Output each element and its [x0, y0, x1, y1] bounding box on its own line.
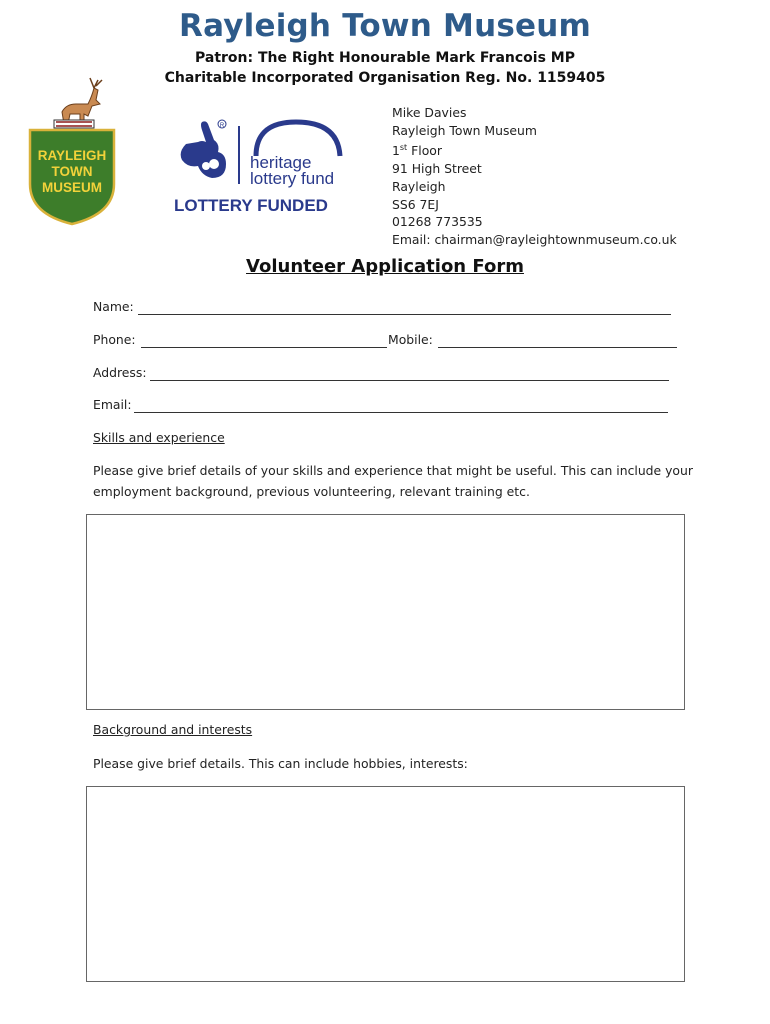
contact-postcode: SS6 7EJ — [392, 196, 439, 212]
name-label: Name: — [93, 299, 134, 314]
charity-reg-line: Charitable Incorporated Organisation Reg. No. 1159405 — [164, 70, 606, 86]
address-label: Address: — [93, 365, 147, 380]
background-heading: Background and interests — [93, 722, 253, 737]
background-textbox[interactable] — [86, 786, 685, 982]
contact-org: Rayleigh Town Museum — [392, 122, 537, 138]
lottery-fund-text: lottery fund — [250, 169, 335, 188]
floor-word: Floor — [407, 143, 442, 159]
skills-heading: Skills and experience — [93, 430, 225, 445]
skills-instructions: Please give brief details of your skills and experience that might be useful. This can include your employment background, previous volunteering, relevant training etc. — [93, 463, 693, 499]
museum-logo — [26, 74, 118, 226]
email-label: Email: — [93, 397, 132, 412]
patron-line: Patron: The Right Honourable Mark Francois MP — [194, 50, 575, 66]
logo-divider — [238, 126, 240, 184]
contact-address — [392, 104, 677, 249]
phone-label: Phone: — [93, 332, 136, 347]
contact-floor — [392, 139, 677, 160]
contact-street: 91 High Street — [392, 161, 482, 177]
logo-text-rayleigh: RAYLEIGH — [37, 148, 107, 163]
museum-title: Rayleigh Town Museum — [179, 8, 591, 44]
background-instructions: Please give brief details. This can include hobbies, interests: — [93, 756, 468, 771]
floor-suffix: st — [399, 143, 408, 153]
lottery-logo — [168, 116, 350, 220]
logo-text-town: TOWN — [51, 164, 93, 179]
mobile-label: Mobile: — [388, 332, 433, 347]
contact-phone: 01268 773535 — [392, 214, 483, 230]
wreath-band — [54, 120, 94, 128]
logo-text-museum: MUSEUM — [42, 180, 102, 195]
arch-icon — [256, 122, 340, 156]
mobile-field[interactable] — [438, 347, 677, 348]
deer-icon — [62, 78, 102, 124]
floor-number: 1 — [392, 143, 400, 159]
contact-town: Rayleigh — [392, 178, 446, 194]
address-field[interactable] — [150, 380, 669, 381]
lottery-funded-text: LOTTERY FUNDED — [174, 196, 328, 215]
name-field[interactable] — [138, 314, 671, 315]
phone-field[interactable] — [141, 347, 387, 348]
form-title: Volunteer Application Form — [246, 256, 524, 277]
contact-email: Email: chairman@rayleightownmuseum.co.uk — [392, 232, 677, 248]
heritage-text: heritage — [250, 153, 312, 172]
contact-name: Mike Davies — [392, 105, 467, 120]
email-field[interactable] — [134, 412, 668, 413]
svg-text:R: R — [219, 123, 225, 129]
skills-textbox[interactable] — [86, 514, 685, 710]
crossed-fingers-icon — [181, 120, 226, 178]
